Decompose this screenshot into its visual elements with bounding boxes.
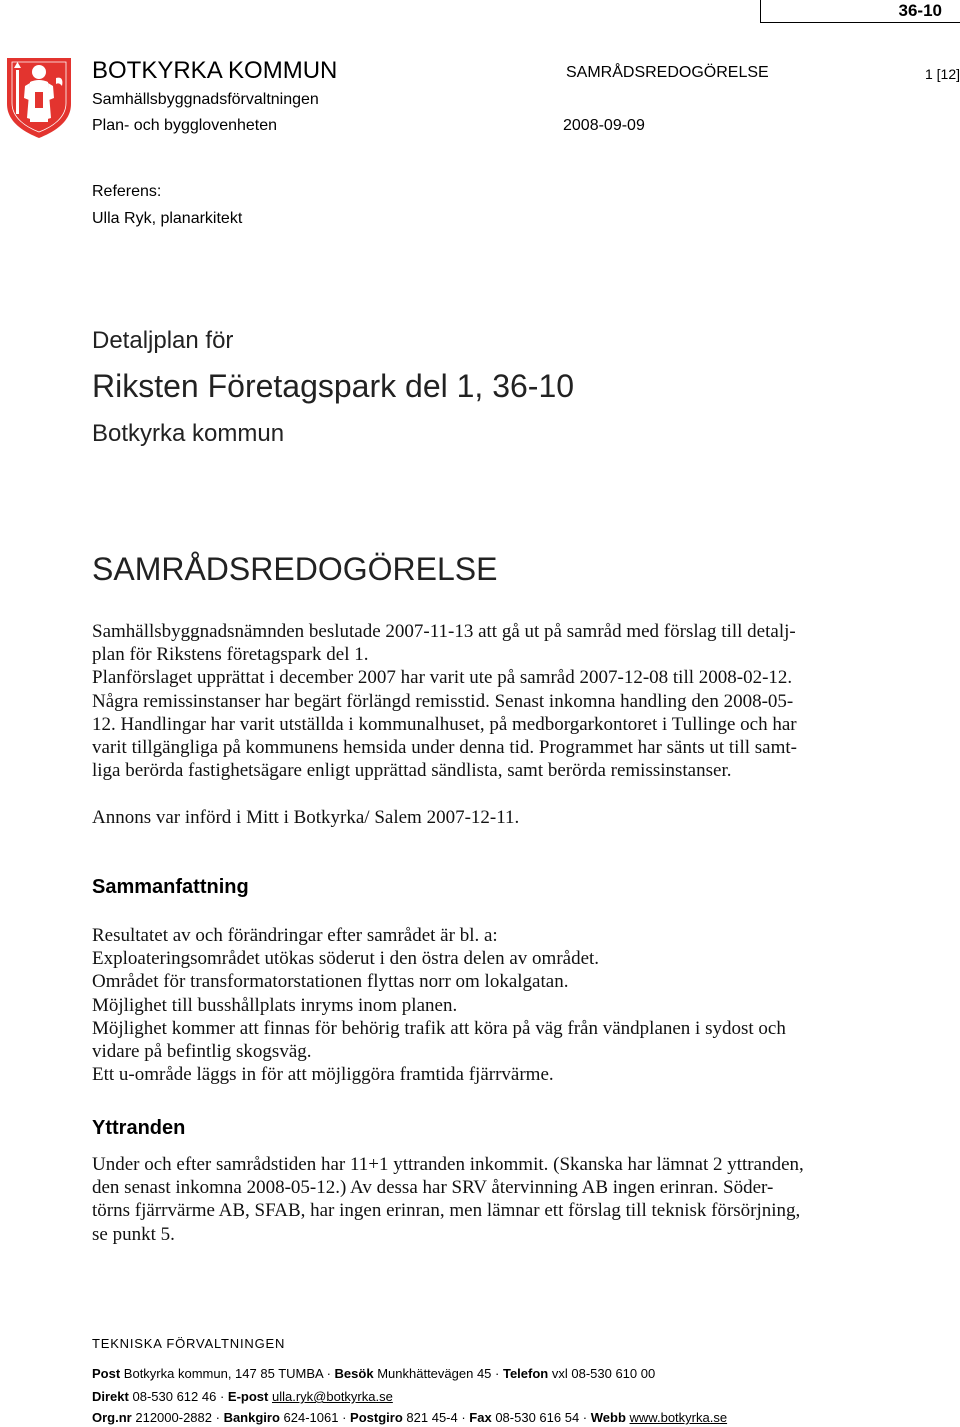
footer-bankgiro-value: 624-1061 · [283, 1410, 347, 1425]
footer-orgnr-value: 212000-2882 · [135, 1410, 220, 1425]
footer-phone-label: Telefon [502, 1366, 549, 1381]
yttranden-line: den senast inkomna 2008-05-12.) Av dessa har SRV återvinning AB ingen erinran. Söder- [92, 1177, 774, 1199]
footer-visit-label: Besök [334, 1366, 374, 1381]
title-line-3: Botkyrka kommun [92, 420, 285, 447]
intro-line: plan för Rikstens företagspark del 1. [92, 644, 369, 666]
summary-line: Möjlighet till busshållplats inryms inom planen. [92, 994, 458, 1016]
yttranden-line: törns fjärrvärme AB, SFAB, har ingen erinran, men lämnar ett förslag till teknisk försörjning, [92, 1200, 801, 1222]
yttranden-heading: Yttranden [92, 1117, 186, 1139]
document-type: SAMRÅDSREDOGÖRELSE [566, 64, 769, 81]
title-line-2: Riksten Företagspark del 1, 36-10 [92, 368, 575, 404]
yttranden-paragraph [92, 1153, 912, 1246]
announcement-paragraph [92, 806, 912, 829]
yttranden-line: Under och efter samrådstiden har 11+1 yttranden inkommit. (Skanska har lämnat 2 yttranden, [92, 1154, 804, 1175]
footer-line-direct [92, 1389, 393, 1404]
intro-line: 12. Handlingar har varit utställda i kommunalhuset, på medborgarkontoret i Tullinge och har [92, 713, 797, 735]
intro-paragraph [92, 620, 912, 782]
footer-department: TEKNISKA FÖRVALTNINGEN [92, 1336, 286, 1351]
coat-of-arms-icon [4, 56, 74, 140]
summary-line: Möjlighet kommer att finnas för behörig trafik att köra på väg från vändplanen i sydost och [92, 1017, 786, 1039]
footer-post-label: Post [92, 1366, 121, 1381]
footer-web-label: Webb [590, 1410, 626, 1425]
footer-orgnr-label: Org.nr [92, 1410, 132, 1425]
summary-line: Exploateringsområdet utökas söderut i den östra delen av området. [92, 948, 600, 970]
document-tag: 36-10 [898, 1, 942, 20]
main-heading: SAMRÅDSREDOGÖRELSE [92, 551, 498, 587]
footer-email-label: E-post [227, 1389, 269, 1404]
summary-paragraph [92, 924, 912, 1086]
document-tag-box [760, 0, 960, 23]
summary-line: Resultatet av och förändringar efter samrådet är bl. a: [92, 925, 498, 946]
intro-line: liga berörda fastighetsägare enligt upprättad sändlista, samt berörda remissinstanser. [92, 760, 732, 782]
footer-direct-label: Direkt [92, 1389, 129, 1404]
footer-line-finance [92, 1410, 727, 1425]
announcement-line: Annons var införd i Mitt i Botkyrka/ Salem 2007-12-11. [92, 807, 520, 828]
summary-line: vidare på befintlig skogsväg. [92, 1041, 312, 1063]
intro-line: Planförslaget upprättat i december 2007 har varit ute på samråd 2007-12-08 till 2008-02-12. [92, 667, 793, 689]
footer-line-contact [92, 1366, 655, 1381]
intro-line: Några remissinstanser har begärt förlängd remisstid. Senast inkomna handling den 2008-05- [92, 690, 794, 712]
footer-postgiro-value: 821 45-4 · [406, 1410, 466, 1425]
footer-fax-value: 08-530 616 54 · [495, 1410, 588, 1425]
document-date: 2008-09-09 [563, 117, 645, 134]
intro-line: Samhällsbyggnadsnämnden beslutade 2007-11-13 att gå ut på samråd med förslag till detalj- [92, 621, 796, 642]
footer-visit-value: Munkhättevägen 45 · [377, 1366, 500, 1381]
summary-line: Ett u-område läggs in för att möjliggöra framtida fjärrvärme. [92, 1064, 554, 1086]
footer-post-value: Botkyrka kommun, 147 85 TUMBA · [123, 1366, 331, 1381]
unit-name: Plan- och bygglovenheten [92, 117, 278, 134]
footer-web-link[interactable]: www.botkyrka.se [629, 1410, 728, 1425]
title-line-1: Detaljplan för [92, 327, 234, 354]
municipality-coat-of-arms-logo [4, 56, 74, 140]
intro-line: varit tillgängliga på kommunens hemsida under denna tid. Programmet har sänts ut till samt- [92, 737, 797, 759]
reference-label: Referens: [92, 183, 162, 200]
footer-fax-label: Fax [469, 1410, 492, 1425]
summary-heading: Sammanfattning [92, 876, 249, 898]
footer-postgiro-label: Postgiro [350, 1410, 403, 1425]
footer-email-link[interactable]: ulla.ryk@botkyrka.se [271, 1389, 393, 1404]
reference-name: Ulla Ryk, planarkitekt [92, 210, 243, 227]
footer-phone-value: vxl 08-530 610 00 [551, 1366, 656, 1381]
organization-name: BOTKYRKA KOMMUN [92, 57, 338, 84]
summary-line: Området för transformatorstationen flyttas norr om lokalgatan. [92, 971, 569, 993]
page-number: 1 [12] [924, 66, 960, 82]
footer-bankgiro-label: Bankgiro [223, 1410, 280, 1425]
department-name: Samhällsbyggnadsförvaltningen [92, 91, 319, 108]
footer-direct-value: 08-530 612 46 · [132, 1389, 225, 1404]
yttranden-line: se punkt 5. [92, 1223, 175, 1245]
